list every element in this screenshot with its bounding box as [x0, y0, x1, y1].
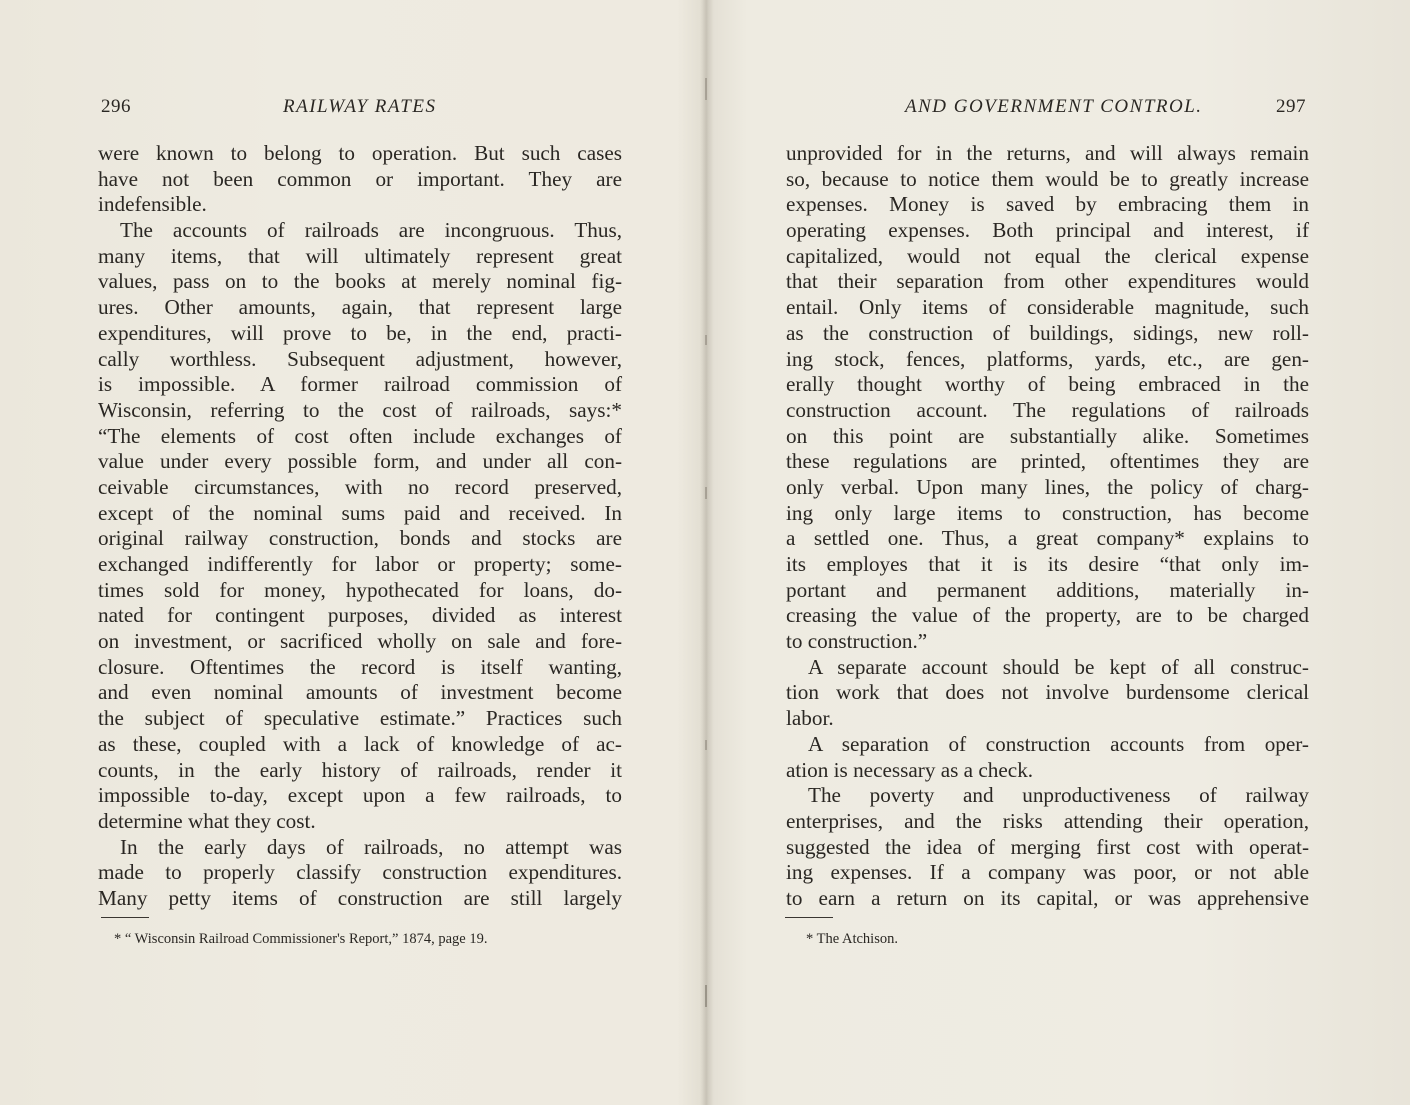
text-line: cally worthless. Subsequent adjustment, however,	[98, 346, 622, 371]
text-line: as these, coupled with a lack of knowledge of ac-	[98, 731, 622, 756]
text-line: labor.	[786, 706, 834, 731]
left-footnote-rule	[101, 917, 149, 918]
text-line: Wisconsin, referring to the cost of railroads, says:*	[98, 397, 622, 422]
text-line: In the early days of railroads, no attempt was	[120, 834, 622, 859]
text-line: erally thought worthy of being embraced in the	[786, 372, 1309, 397]
text-line: operating expenses. Both principal and interest, if	[786, 218, 1309, 243]
text-line: portant and permanent additions, materially in-	[786, 577, 1309, 602]
text-line: on this point are substantially alike. Sometimes	[786, 423, 1309, 448]
text-line: The accounts of railroads are incongruous. Thus,	[120, 218, 622, 243]
text-line: made to properly classify construction expenditures.	[98, 860, 622, 885]
text-line: nated for contingent purposes, divided as interest	[98, 603, 622, 628]
text-line: the subject of speculative estimate.” Practices such	[98, 706, 622, 731]
text-line: entail. Only items of considerable magnitude, such	[786, 295, 1309, 320]
right-footnote: * The Atchison.	[806, 931, 898, 947]
text-line: ing only large items to construction, has become	[786, 500, 1309, 525]
text-line: that their separation from other expenditures would	[786, 269, 1309, 294]
text-line: tion work that does not involve burdensome clerical	[786, 680, 1309, 705]
text-line: is impossible. A former railroad commission of	[98, 372, 622, 397]
text-line: expenditures, will prove to be, in the end, practi-	[98, 320, 622, 345]
text-line: Many petty items of construction are still largely	[98, 885, 622, 910]
text-line: times sold for money, hypothecated for loans, do-	[98, 577, 622, 602]
text-line: only verbal. Upon many lines, the policy of charg-	[786, 474, 1309, 499]
text-line: The poverty and unproductiveness of railway	[808, 783, 1309, 808]
text-line: many items, that will ultimately represent great	[98, 243, 622, 268]
left-footnote: * “ Wisconsin Railroad Commissioner's Report,” 1874, page 19.	[114, 931, 488, 947]
left-running-title: RAILWAY RATES	[283, 96, 437, 117]
text-line: values, pass on to the books at merely nominal fig-	[98, 269, 622, 294]
left-page-number: 296	[101, 96, 131, 117]
text-line: and even nominal amounts of investment become	[98, 680, 622, 705]
text-line: ation is necessary as a check.	[786, 757, 1034, 782]
text-line: ing expenses. If a company was poor, or not able	[786, 860, 1309, 885]
text-line: so, because to notice them would be to greatly increase	[786, 166, 1309, 191]
text-line: impossible to-day, except upon a few railroads, to	[98, 783, 622, 808]
text-line: as the construction of buildings, sidings, new roll-	[786, 320, 1309, 345]
text-line: original railway construction, bonds and stocks are	[98, 526, 622, 551]
text-line: ures. Other amounts, again, that represent large	[98, 295, 622, 320]
text-line: a settled one. Thus, a great company* explains to	[786, 526, 1309, 551]
text-line: exchanged indifferently for labor or property; some-	[98, 552, 622, 576]
text-line: ing stock, fences, platforms, yards, etc., are gen-	[786, 346, 1309, 371]
text-line: its employes that it is its desire “that only im-	[786, 552, 1309, 576]
text-line: suggested the idea of merging first cost with operat-	[786, 834, 1309, 859]
text-line: were known to belong to operation. But such cases	[98, 141, 622, 165]
text-line: to construction.”	[786, 629, 928, 654]
right-running-title: AND GOVERNMENT CONTROL.	[905, 96, 1203, 117]
text-line: counts, in the early history of railroads, render it	[98, 757, 622, 782]
text-line: enterprises, and the risks attending their operation,	[786, 808, 1309, 833]
text-line: indefensible.	[98, 192, 207, 217]
text-line: except of the nominal sums paid and received. In	[98, 500, 622, 525]
text-line: creasing the value of the property, are to be charged	[786, 603, 1309, 628]
right-footnote-rule	[785, 917, 833, 918]
text-line: “The elements of cost often include exchanges of	[98, 423, 622, 448]
left-body-text	[98, 141, 622, 912]
text-line: ceivable circumstances, with no record preserved,	[98, 474, 622, 499]
text-line: determine what they cost.	[98, 808, 316, 833]
text-line: capitalized, would not equal the clerical expense	[786, 243, 1309, 268]
text-line: have not been common or important. They are	[98, 166, 622, 191]
text-line: A separate account should be kept of all construc-	[808, 654, 1309, 679]
text-line: on investment, or sacrificed wholly on sale and fore-	[98, 629, 622, 654]
text-line: construction account. The regulations of railroads	[786, 397, 1309, 422]
text-line: expenses. Money is saved by embracing them in	[786, 192, 1309, 217]
text-line: closure. Oftentimes the record is itself wanting,	[98, 654, 622, 679]
text-line: A separation of construction accounts from oper-	[808, 731, 1309, 756]
text-line: value under every possible form, and under all con-	[98, 449, 622, 474]
right-body-text	[786, 141, 1309, 912]
text-line: to earn a return on its capital, or was apprehensive	[786, 885, 1309, 910]
right-page-number: 297	[1276, 96, 1306, 117]
text-line: these regulations are printed, oftentimes they are	[786, 449, 1309, 474]
text-line: unprovided for in the returns, and will always remain	[786, 141, 1309, 165]
right-page	[705, 0, 1410, 1105]
